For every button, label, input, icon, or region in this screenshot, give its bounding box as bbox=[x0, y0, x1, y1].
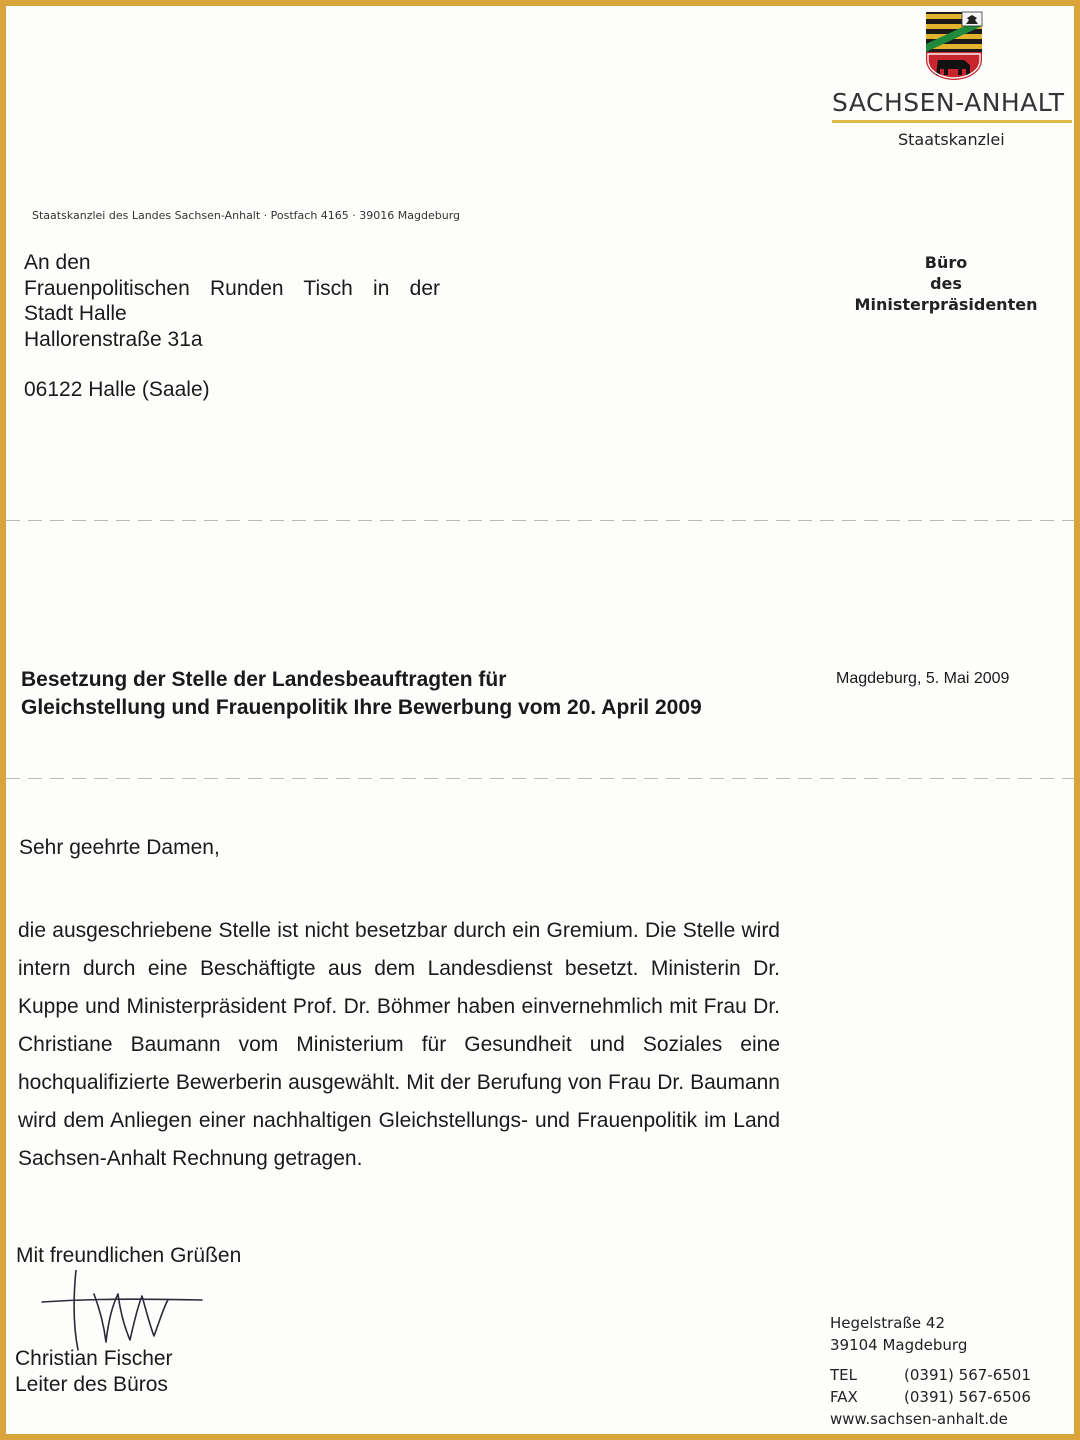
contact-street: Hegelstraße 42 bbox=[830, 1314, 946, 1332]
subject bbox=[21, 666, 702, 722]
department-name: Staatskanzlei bbox=[898, 130, 1005, 149]
letter-date: Magdeburg, 5. Mai 2009 bbox=[836, 670, 1010, 687]
recipient-address bbox=[24, 250, 440, 403]
office-name bbox=[836, 252, 1056, 315]
office-line-1: Büro bbox=[924, 253, 968, 272]
fold-line bbox=[6, 778, 1074, 779]
office-line-2: des Ministerpräsidenten bbox=[854, 274, 1038, 314]
recipient-line: Stadt Halle bbox=[24, 302, 127, 325]
subject-line-1: Besetzung der Stelle der Landesbeauftragten für bbox=[21, 668, 507, 691]
signer-title: Leiter des Büros bbox=[15, 1373, 168, 1396]
salutation: Sehr geehrte Damen, bbox=[19, 836, 220, 859]
recipient-line: Frauenpolitischen Runden Tisch in der bbox=[24, 276, 440, 300]
letter-page bbox=[6, 6, 1074, 1434]
closing-phrase: Mit freundlichen Grüßen bbox=[16, 1244, 242, 1267]
tel-number: (0391) 567-6501 bbox=[904, 1366, 1031, 1384]
recipient-city: 06122 Halle (Saale) bbox=[24, 378, 210, 401]
tel-label: TEL bbox=[830, 1366, 857, 1384]
contact-city: 39104 Magdeburg bbox=[830, 1336, 968, 1354]
recipient-line: An den bbox=[24, 251, 91, 274]
letter-body: die ausgeschriebene Stelle ist nicht besetzbar durch ein Gremium. Die Stelle wird intern durch eine Beschäftigte aus dem Landesdienst besetzt. Ministerin Dr. Kuppe und Ministerpräsident Prof. Dr. Böhmer haben einvernehmlich mit Frau Dr. Christiane Baumann vom Ministerium für Gesundheit und Soziales eine hochqualifizierte Bewerberin ausgewählt. Mit der Berufung von Frau Dr. Baumann wird dem Anliegen einer nachhaltigen Gleichstellungs- und Frauenpolitik im Land Sachsen-Anhalt Rechnung getragen. bbox=[18, 919, 780, 1170]
sender-return-address: Staatskanzlei des Landes Sachsen-Anhalt · Postfach 4165 · 39016 Magdeburg bbox=[32, 209, 461, 222]
fold-line bbox=[6, 520, 1074, 521]
fax-label: FAX bbox=[830, 1388, 858, 1406]
signer bbox=[15, 1346, 173, 1398]
subject-line-2: Gleichstellung und Frauenpolitik Ihre Bewerbung vom 20. April 2009 bbox=[21, 696, 702, 719]
coat-of-arms-icon bbox=[924, 10, 984, 82]
website-link[interactable]: www.sachsen-anhalt.de bbox=[830, 1410, 1008, 1428]
header-rule bbox=[832, 120, 1072, 123]
fax-number: (0391) 567-6506 bbox=[904, 1388, 1031, 1406]
contact-block bbox=[830, 1312, 1031, 1430]
recipient-line: Hallorenstraße 31a bbox=[24, 327, 203, 351]
state-name: SACHSEN-ANHALT bbox=[832, 88, 1065, 117]
contact-fax-row bbox=[830, 1386, 1031, 1408]
contact-tel-row bbox=[830, 1364, 1031, 1386]
signer-name: Christian Fischer bbox=[15, 1347, 173, 1370]
